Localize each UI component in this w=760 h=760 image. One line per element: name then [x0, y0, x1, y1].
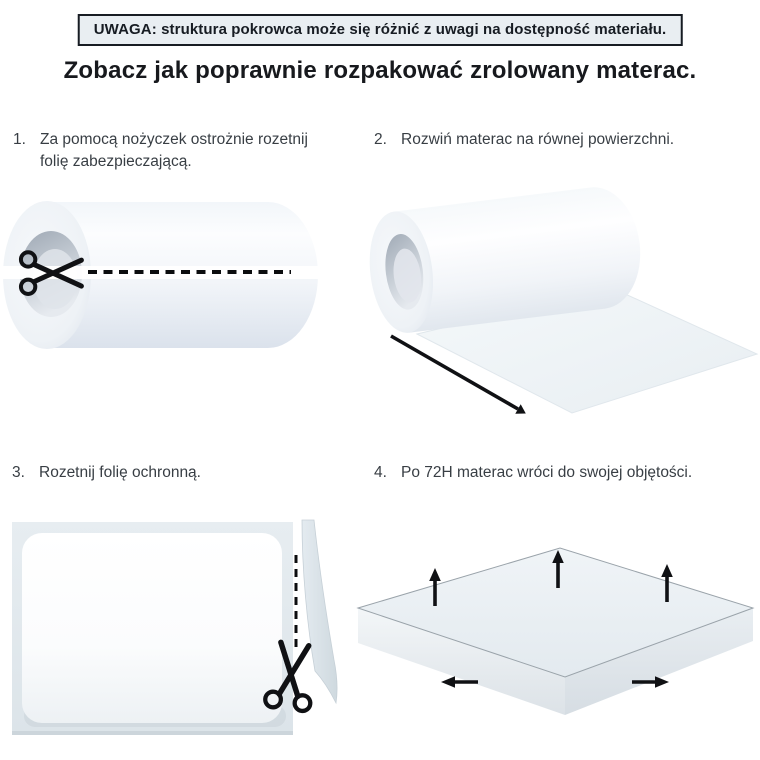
step-3-label: Rozetnij folię ochronną.	[39, 464, 201, 481]
mattress-slab	[358, 548, 753, 715]
film-bottom-shadow	[12, 731, 293, 735]
step-4-text	[374, 462, 754, 484]
page-title: Zobacz jak poprawnie rozpakować zrolowany materac.	[63, 57, 697, 84]
step-4-label: Po 72H materac wróci do swojej objętości.	[401, 464, 693, 481]
step-3-text	[12, 462, 352, 484]
step-2-label: Rozwiń materac na równej powierzchni.	[401, 131, 675, 148]
step-2-number: 2.	[374, 131, 387, 148]
step-4-number: 4.	[374, 464, 387, 481]
cut-protective-film-illustration	[0, 505, 345, 760]
step-1-label: Za pomocą nożyczek ostrożnie rozetnij folię zabezpieczającą.	[40, 131, 308, 170]
film-flap	[302, 520, 337, 703]
step-3-number: 3.	[12, 464, 25, 481]
notice-banner-text: UWAGA: struktura pokrowca może się różnić z uwagi na dostępność materiału.	[93, 21, 667, 38]
step-2-text	[374, 129, 754, 151]
mattress	[22, 533, 282, 723]
notice-banner	[78, 14, 683, 46]
rolled-mattress-cut-illustration	[0, 186, 340, 364]
step-1-number: 1.	[13, 131, 26, 148]
step-1-text	[13, 129, 343, 173]
unrolling-mattress-illustration	[360, 160, 760, 432]
expanding-mattress-illustration	[355, 528, 760, 760]
